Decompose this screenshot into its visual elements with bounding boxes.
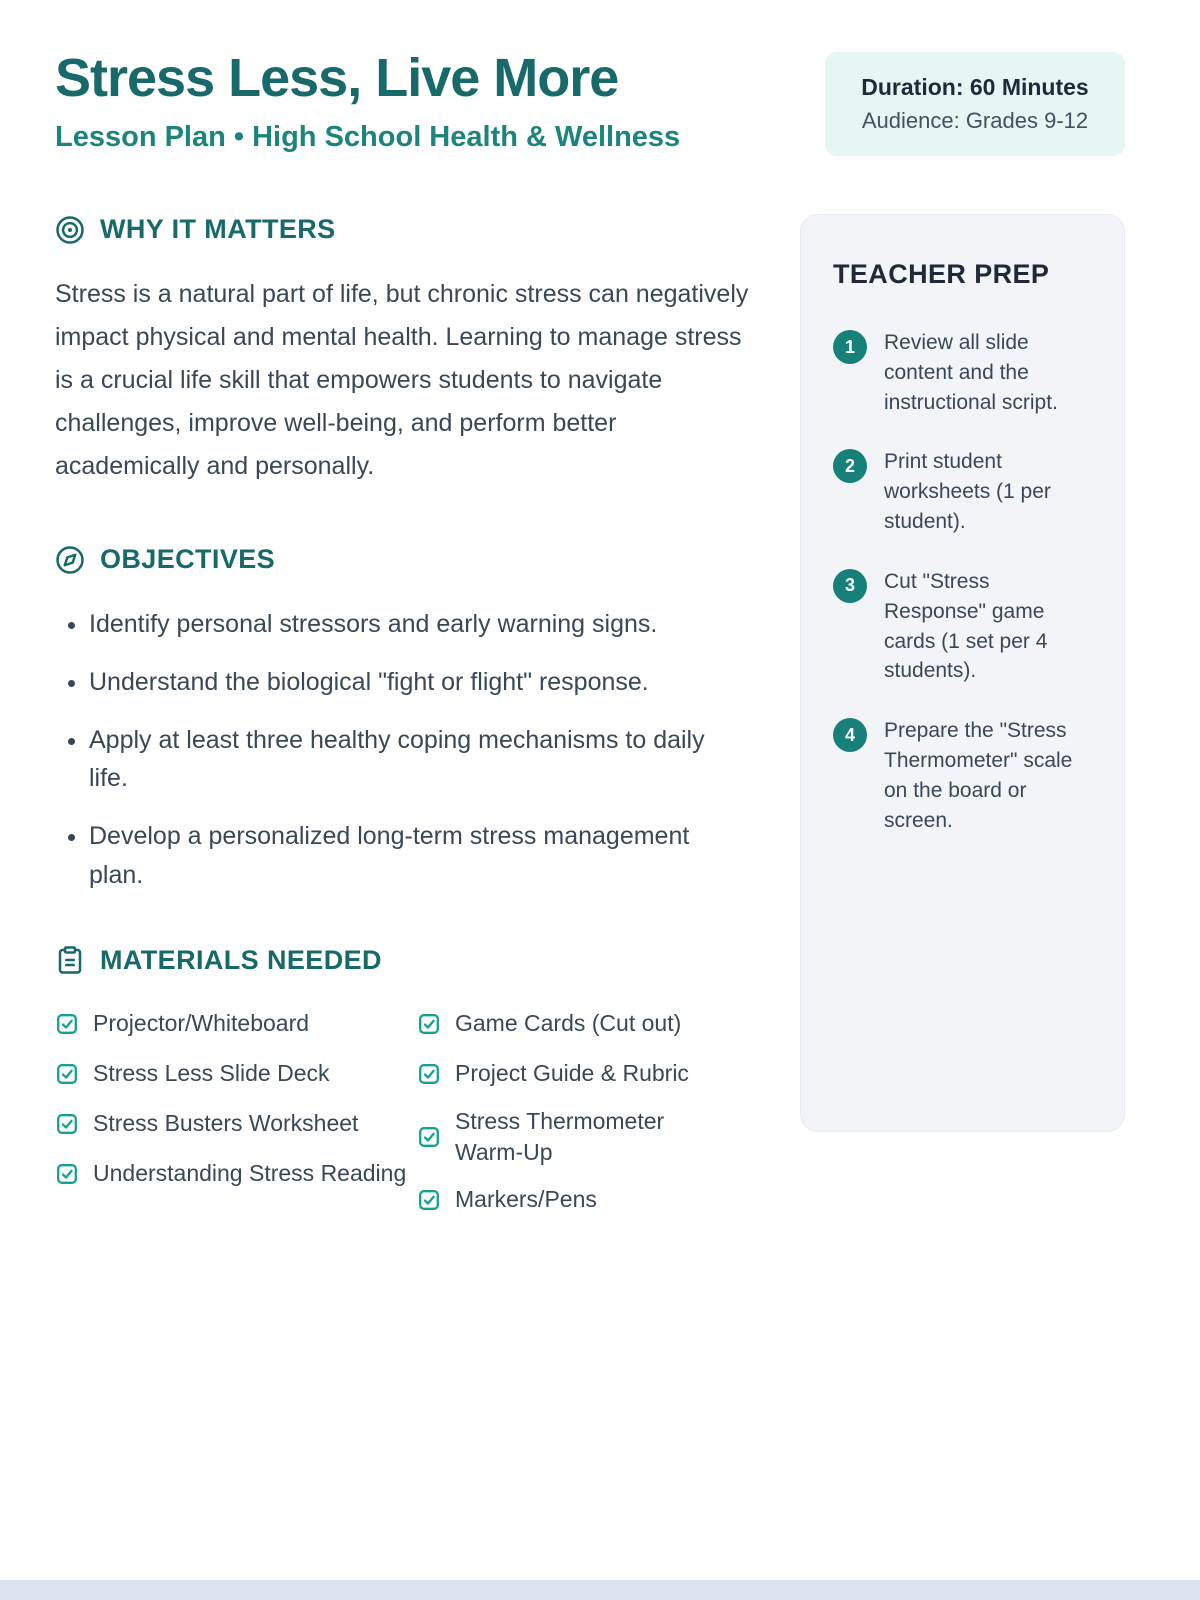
material-label: Project Guide & Rubric [455,1059,689,1086]
prep-step-text: Cut "Stress Response" game cards (1 set per 4 students). [884,569,1048,683]
teacher-prep-heading: TEACHER PREP [833,259,1050,289]
prep-step [833,567,1092,686]
prep-step [833,716,1092,835]
material-item [417,1182,717,1218]
checkbox-icon [417,1012,441,1036]
compass-icon [55,545,85,575]
duration-label: Duration: 60 Minutes [861,74,1089,100]
objectives-heading-text: OBJECTIVES [100,544,276,574]
material-item [55,1106,417,1142]
materials-heading-text: MATERIALS NEEDED [100,944,382,975]
objective-item: • Identify personal stressors and early warning signs. [89,605,735,644]
audience-label: Audience: Grades 9-12 [861,108,1089,133]
page-title: Stress Less, Live More [55,48,619,108]
material-label: Game Cards (Cut out) [455,1009,682,1036]
prep-step [833,328,1092,417]
main-column [55,214,752,1218]
prep-step-text: Review all slide content and the instructional script. [884,331,1058,414]
header [55,50,1125,156]
material-item [55,1056,417,1092]
checkbox-icon [417,1125,441,1149]
material-label: Stress Thermometer Warm-Up [455,1107,665,1165]
checkbox-icon [417,1188,441,1212]
section-objectives [55,544,752,895]
objective-item: • Develop a personalized long-term stress management plan. [89,817,735,895]
objectives-heading [55,544,752,575]
prep-step-text: Print student worksheets (1 per student). [884,450,1051,534]
section-why-it-matters [55,214,752,488]
objective-item: • Understand the biological "fight or flight" response. [89,663,735,702]
objectives-list [55,605,735,895]
step-number-badge: 2 [833,449,867,483]
materials-column-left [55,1006,417,1218]
material-label: Understanding Stress Reading [93,1159,407,1186]
material-item [417,1006,717,1042]
checkbox-icon [55,1012,79,1036]
bottom-strip [0,1580,1200,1600]
material-item [55,1006,417,1042]
material-label: Stress Less Slide Deck [93,1059,330,1086]
clipboard-icon [55,945,85,975]
title-block [55,50,680,154]
prep-step [833,447,1092,536]
prep-step-text: Prepare the "Stress Thermometer" scale on the board or screen. [884,719,1073,832]
target-icon [55,215,85,245]
why-it-matters-body: Stress is a natural part of life, but chronic stress can negatively impact physical and mental health. Learning to manage stress is a crucial life skill that empowers students to navigate challenges, improve well-being, and perform better academically and personally. [55,280,749,480]
step-number-badge: 3 [833,569,867,603]
checkbox-icon [55,1162,79,1186]
checkbox-icon [417,1062,441,1086]
why-it-matters-heading-text: WHY IT MATTERS [100,214,336,244]
teacher-prep-panel [800,214,1125,1132]
why-it-matters-heading [55,214,752,245]
material-label: Markers/Pens [455,1186,597,1213]
material-item [55,1156,417,1192]
material-label: Stress Busters Worksheet [93,1109,359,1136]
objective-item: • Apply at least three healthy coping mechanisms to daily life. [89,721,735,799]
step-number-badge: 4 [833,718,867,752]
section-materials-needed [55,945,752,1218]
materials-grid [55,1006,752,1218]
duration-audience-box [825,52,1125,156]
material-item [417,1056,717,1092]
material-item [417,1106,717,1168]
material-label: Projector/Whiteboard [93,1009,310,1036]
page-subtitle: Lesson Plan • High School Health & Wellness [55,120,681,153]
checkbox-icon [55,1112,79,1136]
materials-column-right [417,1006,717,1218]
step-number-badge: 1 [833,330,867,364]
checkbox-icon [55,1062,79,1086]
content [55,214,1125,1218]
materials-heading [55,945,752,976]
